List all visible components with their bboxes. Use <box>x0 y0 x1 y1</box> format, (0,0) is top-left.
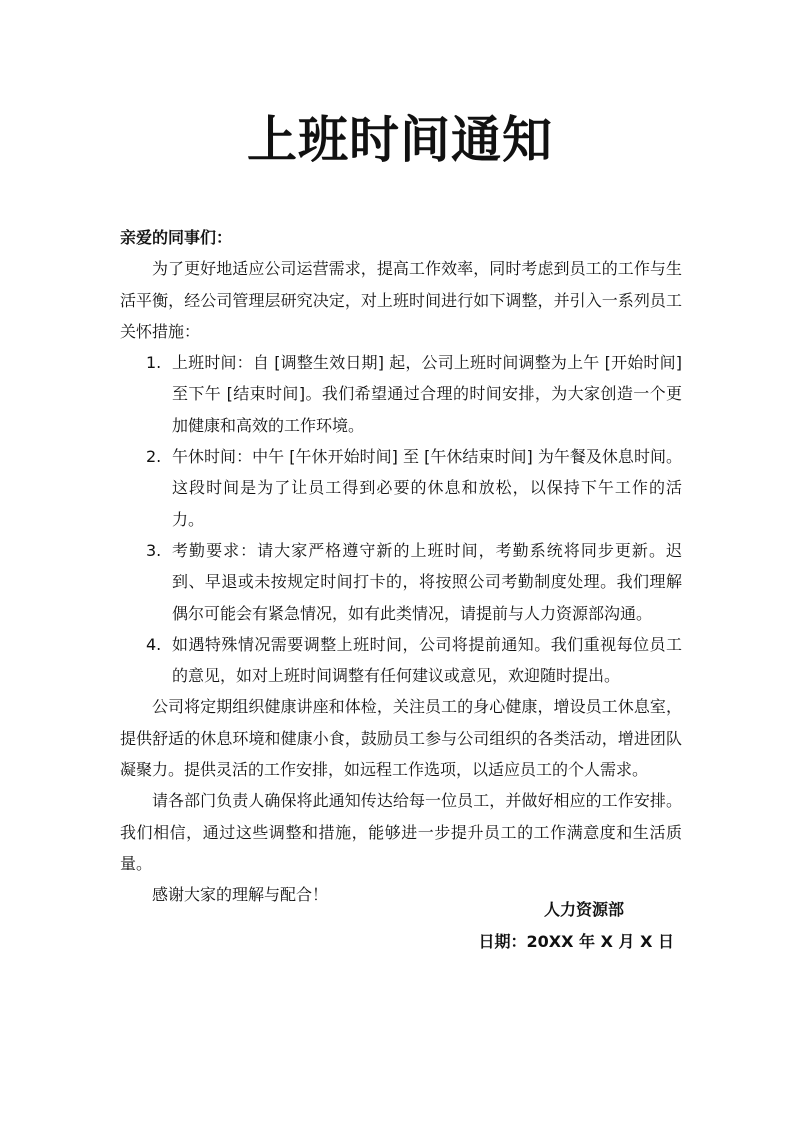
thanks-paragraph: 感谢大家的理解与配合！ <box>152 885 329 905</box>
request-paragraph: 请各部门负责人确保将此通知传达给每一位员工，并做好相应的工作安排。我们相信，通过这些调整和措施，能够进一步提升员工的工作满意度和生活质量。 <box>120 791 682 873</box>
list-item-text: 上班时间：自 [调整生效日期] 起，公司上班时间调整为上午 [开始时间] 至下午 [结束时间]。我们希望通过合理的时间安排，为大家创造一个更加健康和高效的工作环境。 <box>172 353 682 435</box>
notice-list <box>120 347 682 691</box>
list-item-text: 考勤要求：请大家严格遵守新的上班时间，考勤系统将同步更新。迟到、早退或未按规定时间打卡的，将按照公司考勤制度处理。我们理解偶尔可能会有紧急情况，如有此类情况，请提前与人力资源部沟通。 <box>172 540 682 623</box>
greeting: 亲爱的同事们： <box>120 228 233 247</box>
list-item <box>146 535 682 629</box>
list-item <box>146 347 682 441</box>
intro-paragraph: 为了更好地适应公司运营需求，提高工作效率，同时考虑到员工的工作与生活平衡，经公司管理层研究决定，对上班时间进行如下调整，并引入一系列员工关怀措施： <box>120 259 682 341</box>
list-number: 3. <box>146 540 162 560</box>
list-number: 2. <box>146 447 162 467</box>
list-item-text: 如遇特殊情况需要调整上班时间，公司将提前通知。我们重视每位员工的意见，如对上班时间调整有任何建议或意见，欢迎随时提出。 <box>172 634 682 686</box>
document-title: 上班时间通知 <box>247 111 553 169</box>
signature: 人力资源部 <box>543 900 624 919</box>
document-body <box>120 222 682 911</box>
list-item <box>146 441 682 535</box>
list-number: 4. <box>146 634 162 654</box>
wellness-paragraph: 公司将定期组织健康讲座和体检，关注员工的身心健康，增设员工休息室，提供舒适的休息环境和健康小食，鼓励员工参与公司组织的各类活动，增进团队凝聚力。提供灵活的工作安排，如远程工作选项，以适应员工的个人需求。 <box>120 697 682 780</box>
document-date: 日期：20XX 年 X 月 X 日 <box>478 932 674 951</box>
list-item <box>146 629 682 692</box>
list-number: 1. <box>146 353 162 373</box>
list-item-text: 午休时间：中午 [午休开始时间] 至 [午休结束时间] 为午餐及休息时间。这段时间是为了让员工得到必要的休息和放松，以保持下午工作的活力。 <box>172 447 682 529</box>
